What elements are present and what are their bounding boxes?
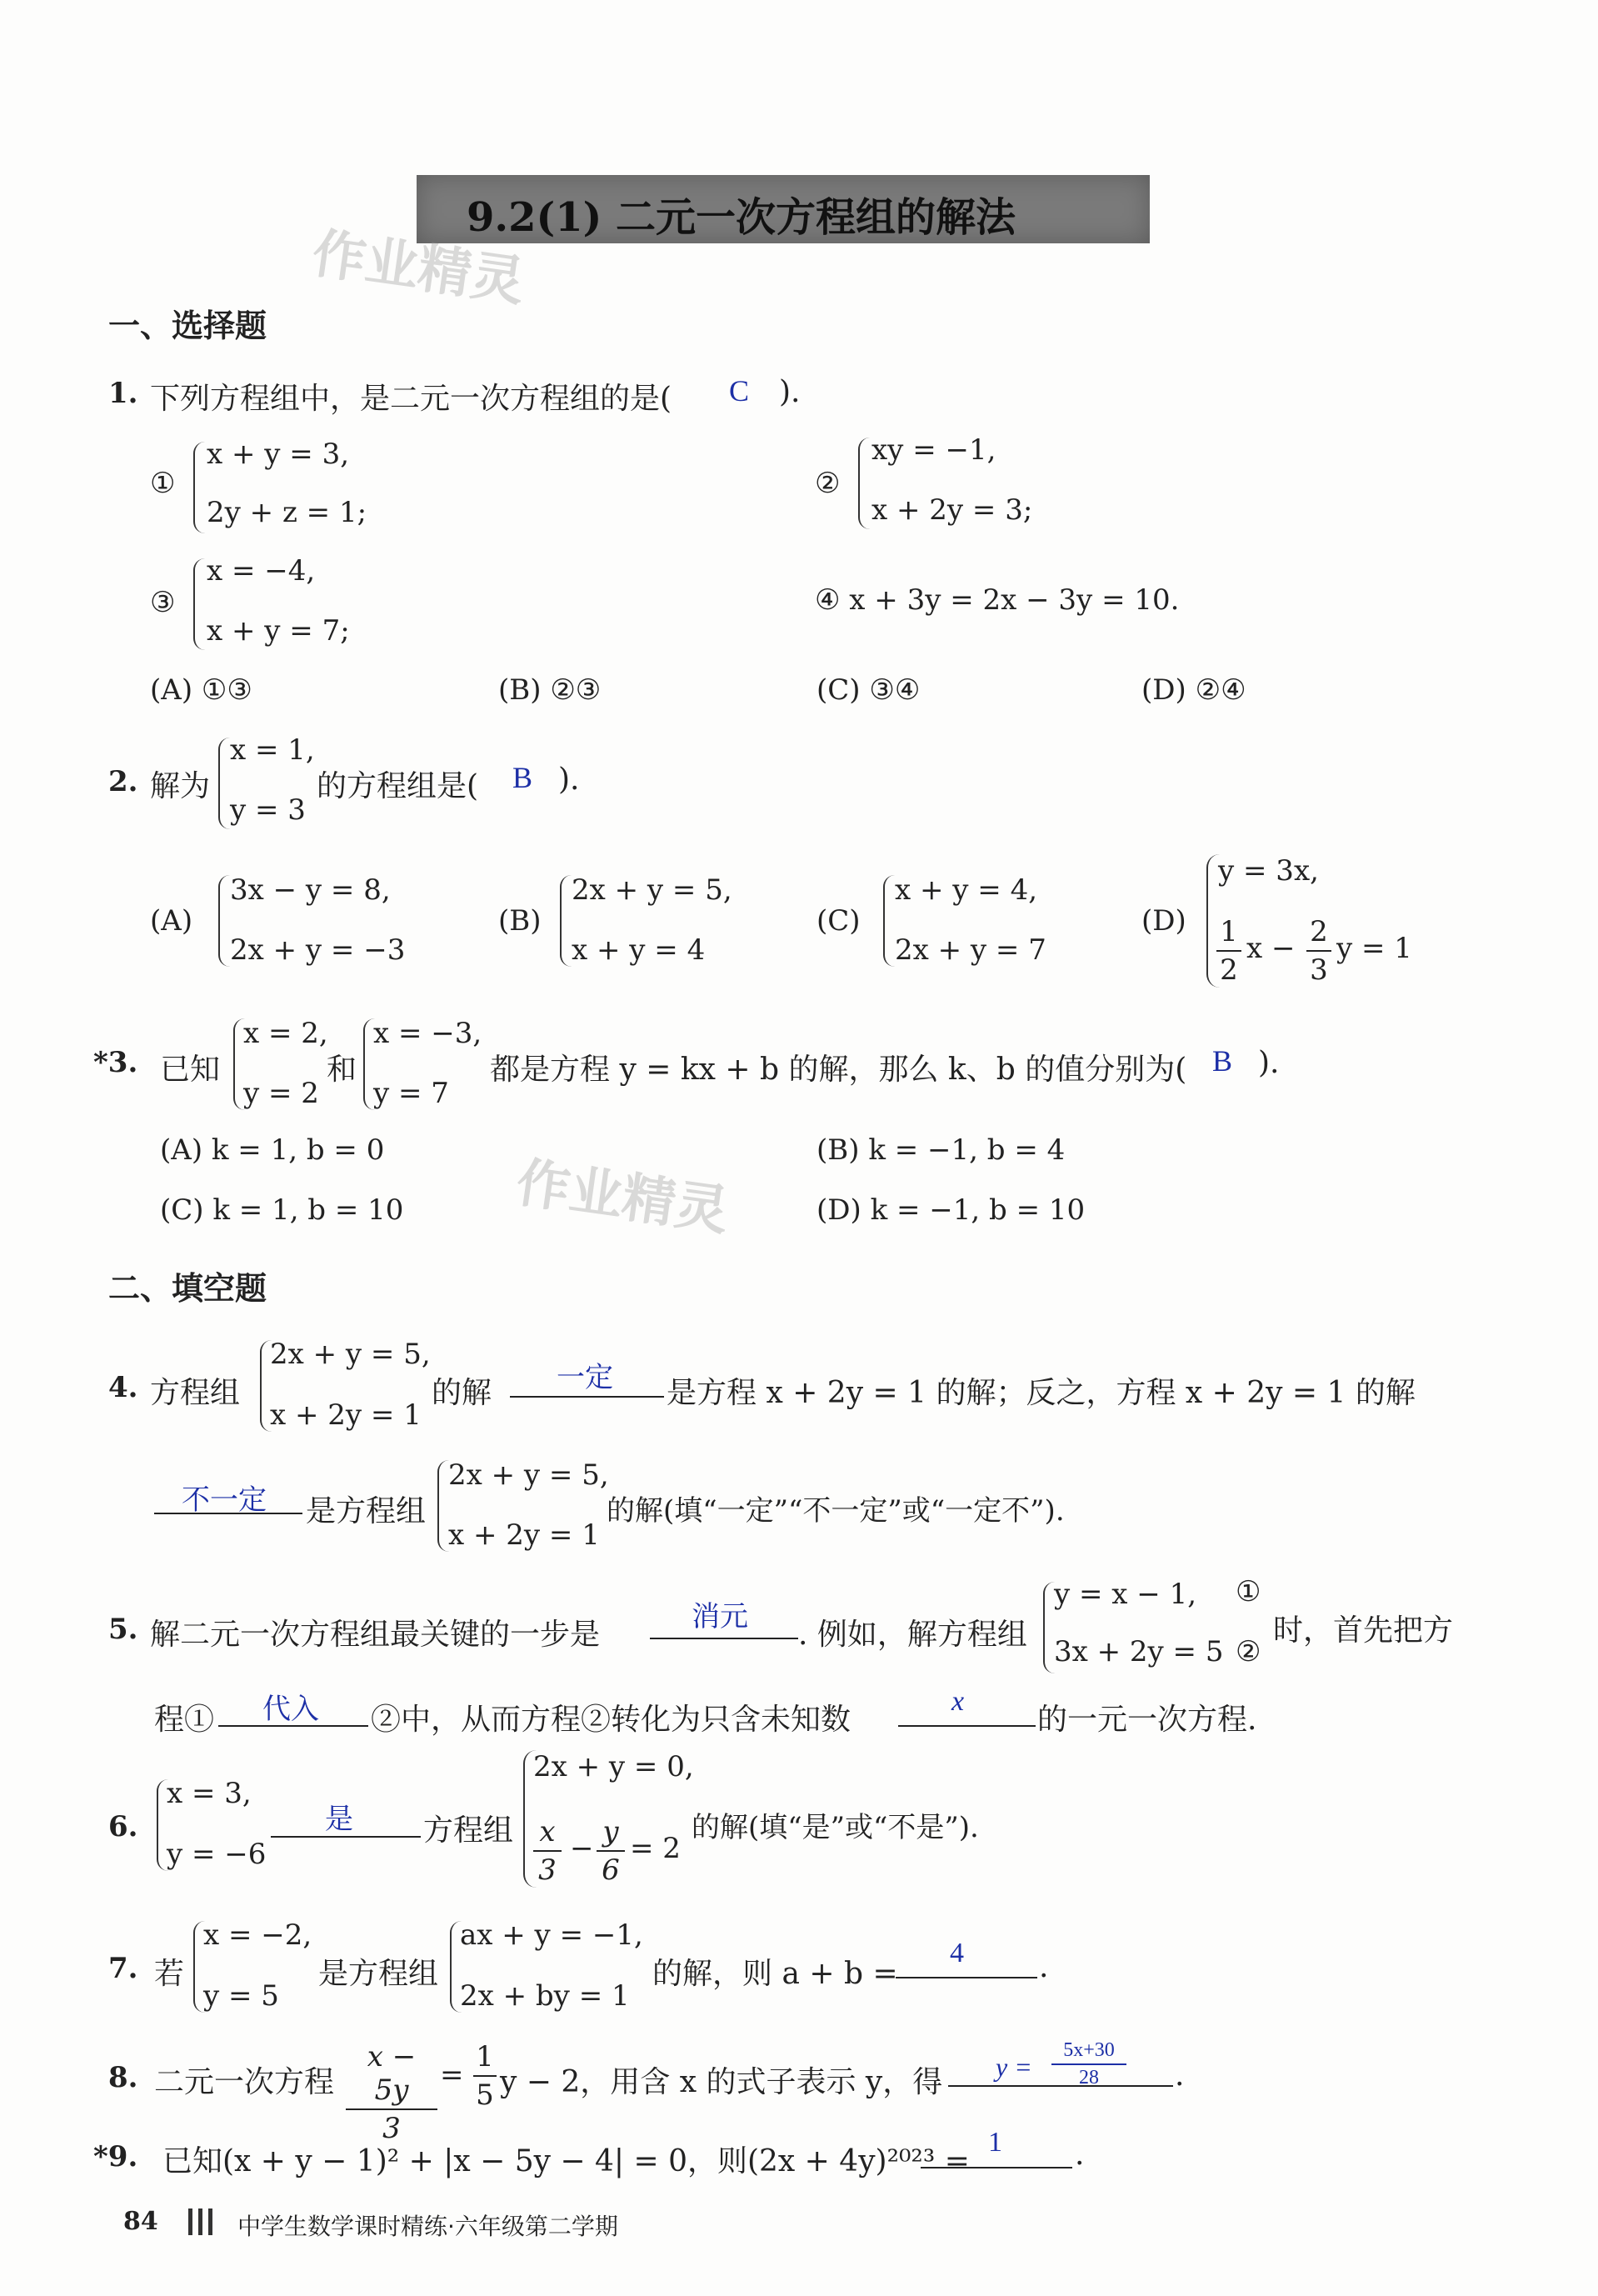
equation: 2x + by = 1 (460, 1979, 630, 2013)
answer-fraction (1051, 2039, 1126, 2089)
filled-answer: 消元 (692, 1602, 748, 1633)
page-number: 84 (123, 2207, 158, 2236)
equation: x − (1246, 932, 1296, 965)
question-text: 已知 (160, 1053, 221, 1087)
equation: x + 2y = 1 (448, 1518, 600, 1552)
option-marker: ① (150, 467, 176, 500)
equation: 2x + y = 5, (448, 1458, 609, 1492)
numerator: 1 (476, 2040, 494, 2073)
equation: x = −2, (203, 1918, 312, 1952)
question-number: 7. (108, 1952, 138, 1985)
footer-bar (208, 2208, 212, 2235)
question-text: 方程组 (423, 1813, 514, 1848)
equation: x + 2y = 3; (871, 493, 1033, 527)
equation: x = −3, (373, 1017, 482, 1050)
choice-b: (B) ②③ (498, 673, 602, 707)
system-brace (560, 875, 572, 967)
question-text: 的解(填“是”或“不是”). (692, 1811, 979, 1844)
equation: y = 3x, (1218, 854, 1319, 888)
denominator: 28 (1079, 2067, 1099, 2088)
system-brace (858, 438, 870, 529)
equation: 2x + y = −3 (230, 933, 406, 967)
question-text: 是方程组 (306, 1494, 427, 1528)
book-title: 中学生数学课时精练·六年级第二学期 (237, 2213, 618, 2240)
choice-d: (D) ②④ (1141, 673, 1246, 707)
system-brace (1043, 1582, 1055, 1673)
fraction (1306, 915, 1331, 987)
system-brace (193, 558, 205, 650)
choice-c: (C) k = 1, b = 10 (160, 1193, 404, 1227)
question-number: 1. (108, 377, 138, 410)
denominator: 3 (538, 1853, 557, 1887)
choice-a: (A) k = 1, b = 0 (160, 1133, 385, 1167)
answer-blank (898, 1725, 1036, 1727)
question-text: ). (1258, 1046, 1280, 1080)
equation: ax + y = −1, (460, 1918, 643, 1952)
denominator: 3 (382, 2112, 401, 2145)
question-text: . 例如，解方程组 (798, 1618, 1027, 1652)
equation: x = 3, (167, 1777, 252, 1810)
watermark: 作业精灵 (308, 223, 529, 314)
equation: 3x + 2y = 5 (1054, 1635, 1224, 1668)
choice-d: (D) (1141, 904, 1186, 938)
answer-choice: C (729, 374, 750, 408)
question-text: 都是方程 y = kx + b 的解，那么 k、b 的值分别为( (490, 1053, 1187, 1087)
question-text: 程① (154, 1703, 215, 1737)
question-number: 8. (108, 2061, 138, 2094)
equation: x = 2, (243, 1017, 328, 1050)
system-brace (218, 738, 230, 829)
footer-bar (198, 2208, 202, 2235)
footer-bar (188, 2208, 192, 2235)
equation: 2x + y = 5, (572, 873, 732, 907)
question-number: *9. (93, 2140, 138, 2173)
system-brace (437, 1460, 449, 1552)
equation: x = −4, (207, 554, 316, 588)
filled-answer: 一定 (557, 1363, 613, 1393)
denominator: 6 (602, 1853, 620, 1887)
numerator: x − 5y (367, 2040, 417, 2107)
answer-blank (510, 1396, 664, 1398)
operator: = (440, 2058, 464, 2092)
equation: y = 1 (1336, 932, 1412, 965)
equation: ④ x + 3y = 2x − 3y = 10. (815, 583, 1180, 617)
question-text: . (1175, 2058, 1185, 2093)
answer-blank (650, 1638, 798, 1639)
question-text: . (1075, 2138, 1085, 2172)
option-marker: ③ (150, 586, 176, 619)
fraction (533, 1815, 562, 1887)
question-text: ②中，从而方程②转化为只含未知数 (371, 1703, 851, 1737)
choice-c: (C) (816, 904, 861, 938)
filled-answer: 4 (950, 1938, 964, 1968)
equation: 2y + z = 1; (207, 496, 367, 529)
question-text: 二元一次方程 (154, 2065, 335, 2099)
choice-c: (C) ③④ (816, 673, 921, 707)
question-text: 是方程组 (318, 1957, 439, 1991)
question-text: 的方程组是( (317, 769, 479, 803)
filled-answer: 是 (325, 1804, 353, 1835)
answer-blank (921, 2167, 1072, 2168)
equation: y = −6 (167, 1838, 267, 1871)
question-text: 是方程 x + 2y = 1 的解；反之，方程 x + 2y = 1 的解 (667, 1376, 1416, 1410)
choice-b: (B) k = −1, b = 4 (816, 1133, 1066, 1167)
question-text: 的一元一次方程. (1037, 1703, 1257, 1737)
denominator: 2 (1220, 953, 1238, 987)
equation: x + y = 7; (207, 614, 350, 648)
option-marker: ② (815, 467, 841, 500)
operator: − (570, 1832, 594, 1865)
system-brace (193, 442, 205, 533)
denominator: 3 (1310, 953, 1328, 987)
question-text: ). (558, 763, 580, 797)
equation: xy = −1, (871, 433, 996, 467)
equation: x + y = 4, (895, 873, 1038, 907)
denominator: 5 (476, 2078, 494, 2112)
question-text: 时，首先把方 (1273, 1613, 1454, 1648)
fraction (597, 1815, 625, 1887)
question-number: 6. (108, 1810, 138, 1843)
choice-a: (A) ①③ (150, 673, 252, 707)
question-text: 解二元一次方程组最关键的一步是 (150, 1618, 601, 1652)
question-text: 和 (327, 1053, 357, 1087)
numerator: 5x+30 (1063, 2039, 1115, 2061)
question-text: . (1039, 1950, 1049, 1984)
filled-answer: 1 (988, 2127, 1002, 2158)
answer-choice: B (1212, 1044, 1233, 1078)
question-number: 5. (108, 1613, 138, 1646)
numerator: y (602, 1815, 619, 1848)
system-brace (218, 875, 230, 967)
choice-d: (D) k = −1, b = 10 (816, 1193, 1086, 1227)
page-title: 9.2(1) 二元一次方程组的解法 (467, 194, 1016, 241)
question-text: 若 (154, 1957, 185, 1991)
filled-answer: x (951, 1686, 965, 1717)
filled-answer: 代入 (262, 1694, 319, 1725)
section-heading-fill: 二、填空题 (108, 1270, 267, 1307)
answer-blank (896, 1977, 1037, 1978)
fraction (473, 2040, 497, 2112)
question-number: 2. (108, 765, 138, 798)
question-text: ). (779, 375, 801, 409)
fraction (346, 2040, 437, 2145)
choice-a: (A) (150, 904, 193, 938)
choice-b: (B) (498, 904, 542, 938)
question-text: 的解 (432, 1376, 492, 1410)
question-number: 4. (108, 1371, 138, 1404)
section-heading-choice: 一、选择题 (108, 308, 267, 344)
equation: = 2 (630, 1832, 681, 1865)
question-number: *3. (93, 1046, 138, 1079)
answer-choice: B (512, 761, 533, 794)
system-brace (883, 875, 895, 967)
equation: 2x + y = 5, (270, 1338, 431, 1371)
question-text: 解为 (150, 769, 211, 803)
filled-answer: 不一定 (182, 1485, 267, 1516)
question-text: 下列方程组中，是二元一次方程组的是( (150, 382, 672, 416)
equation: x + y = 3, (207, 438, 350, 471)
equation: y = 2 (243, 1077, 319, 1110)
equation: y = 7 (373, 1077, 449, 1110)
question-text: 已知(x + y − 1)² + |x − 5y − 4| = 0，则(2x + 4y)²⁰²³ = (162, 2144, 970, 2178)
watermark: 作业精灵 (512, 1152, 733, 1243)
equation: 2x + y = 7 (895, 933, 1046, 967)
question-text: y − 2，用含 x 的式子表示 y，得 (500, 2065, 943, 2099)
equation-marker: ② (1236, 1635, 1261, 1668)
fraction (1216, 915, 1241, 987)
equation: x + y = 4 (572, 933, 706, 967)
question-text: 的解(填“一定”“不一定”或“一定不”). (607, 1494, 1065, 1528)
question-text: 的解，则 a + b = (652, 1957, 898, 1991)
equation: 2x + y = 0, (533, 1750, 694, 1783)
equation: y = x − 1, (1054, 1578, 1197, 1611)
equation-marker: ① (1236, 1575, 1261, 1608)
title-banner (417, 175, 1150, 243)
equation: y = 5 (203, 1979, 279, 2013)
numerator: 2 (1310, 915, 1328, 948)
equation: y = 3 (230, 793, 306, 827)
equation: x + 2y = 1 (270, 1398, 422, 1432)
filled-answer: y = (996, 2052, 1032, 2082)
numerator: x (539, 1815, 556, 1848)
equation: x = 1, (230, 733, 315, 767)
question-text: 方程组 (150, 1376, 241, 1410)
numerator: 1 (1220, 915, 1238, 948)
equation: 3x − y = 8, (230, 873, 391, 907)
